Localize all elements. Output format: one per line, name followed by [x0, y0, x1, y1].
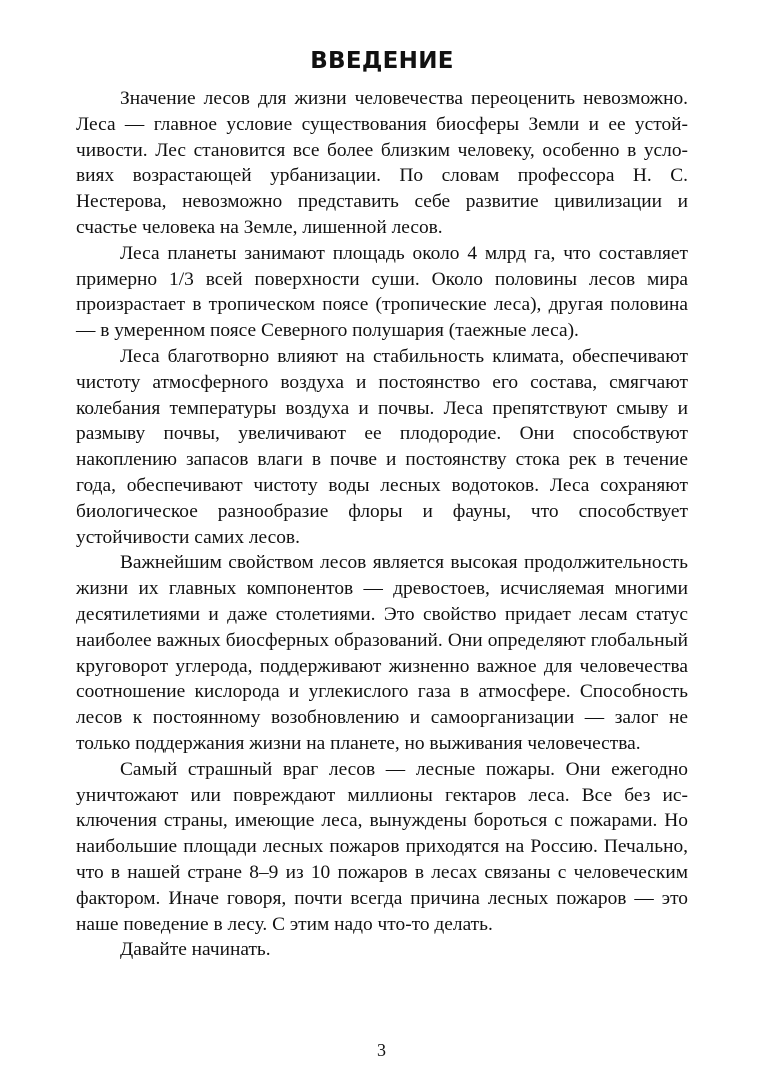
paragraph-4: Важнейшим свойством лесов является высокая продолжительность жизни их главных компонентов — древостоев, исчисляемая многими десятилетиями и даже столетиями. Это свойство придает лесам статус наиболее важных биосферных образований. Они определяют глобальный круговорот углерода, поддерживают жизненно важное для человечества соотношение кислорода и углекислого газа в атмосфере. Способность лесов к постоянному возобновлению и самоорганизации — залог не только поддержания жизни на планете, но выживания человечества. — [76, 552, 688, 754]
paragraph-5: Самый страшный враг лесов — лесные пожары. Они ежегодно уничтожают или повреждают миллионы гектаров леса. Все без исключения страны, имеющие леса, вынуждены бороться с пожарами. Но наибольшие площади лесных пожаров приходятся на Россию. Печально, что в нашей стране 8–9 из 10 пожаров в лесах связаны с человеческим фактором. Иначе говоря, почти всегда причина лесных пожаров — это наше поведение в лесу. С этим надо что-то делать. — [76, 758, 688, 935]
paragraph-3: Леса благотворно влияют на стабильность климата, обеспечивают чистоту атмосферного воздуха и постоянство его состава, смягчают колебания температуры воздуха и почвы. Леса препятствуют смыву и размыву почвы, увеличивают ее плодородие. Они способствуют накоплению запасов влаги в почве и постоянству стока рек в течение года, обеспечивают чистоту воды лесных водотоков. Леса сохраняют биологическое разнообразие флоры и фауны, что способствует устойчивости самих лесов. — [76, 345, 688, 548]
document-page — [76, 48, 688, 963]
page-number: 3 — [377, 1040, 386, 1060]
paragraph-2: Леса планеты занимают площадь около 4 млрд га, что составляет примерно 1/3 всей поверхности суши. Около половины лесов мира произрастает в тропическом поясе (тропические леса), другая половина — в умеренном поясе Северного полушария (таежные леса). — [76, 242, 688, 342]
paragraph-6: Давайте начинать. — [120, 939, 271, 961]
paragraph-1: Значение лесов для жизни человечества переоценить невозможно. Леса — главное условие существования биосферы Земли и ее устойчивости. Лес становится все более близким человеку, особенно в условиях возрастающей урбанизации. По словам профессора Н. С. Нестерова, невозможно представить себе развитие цивилизации и счастье человека на Земле, лишенной лесов. — [76, 88, 688, 238]
body-text — [76, 86, 688, 963]
page-title: ВВЕДЕНИЕ — [310, 48, 454, 74]
